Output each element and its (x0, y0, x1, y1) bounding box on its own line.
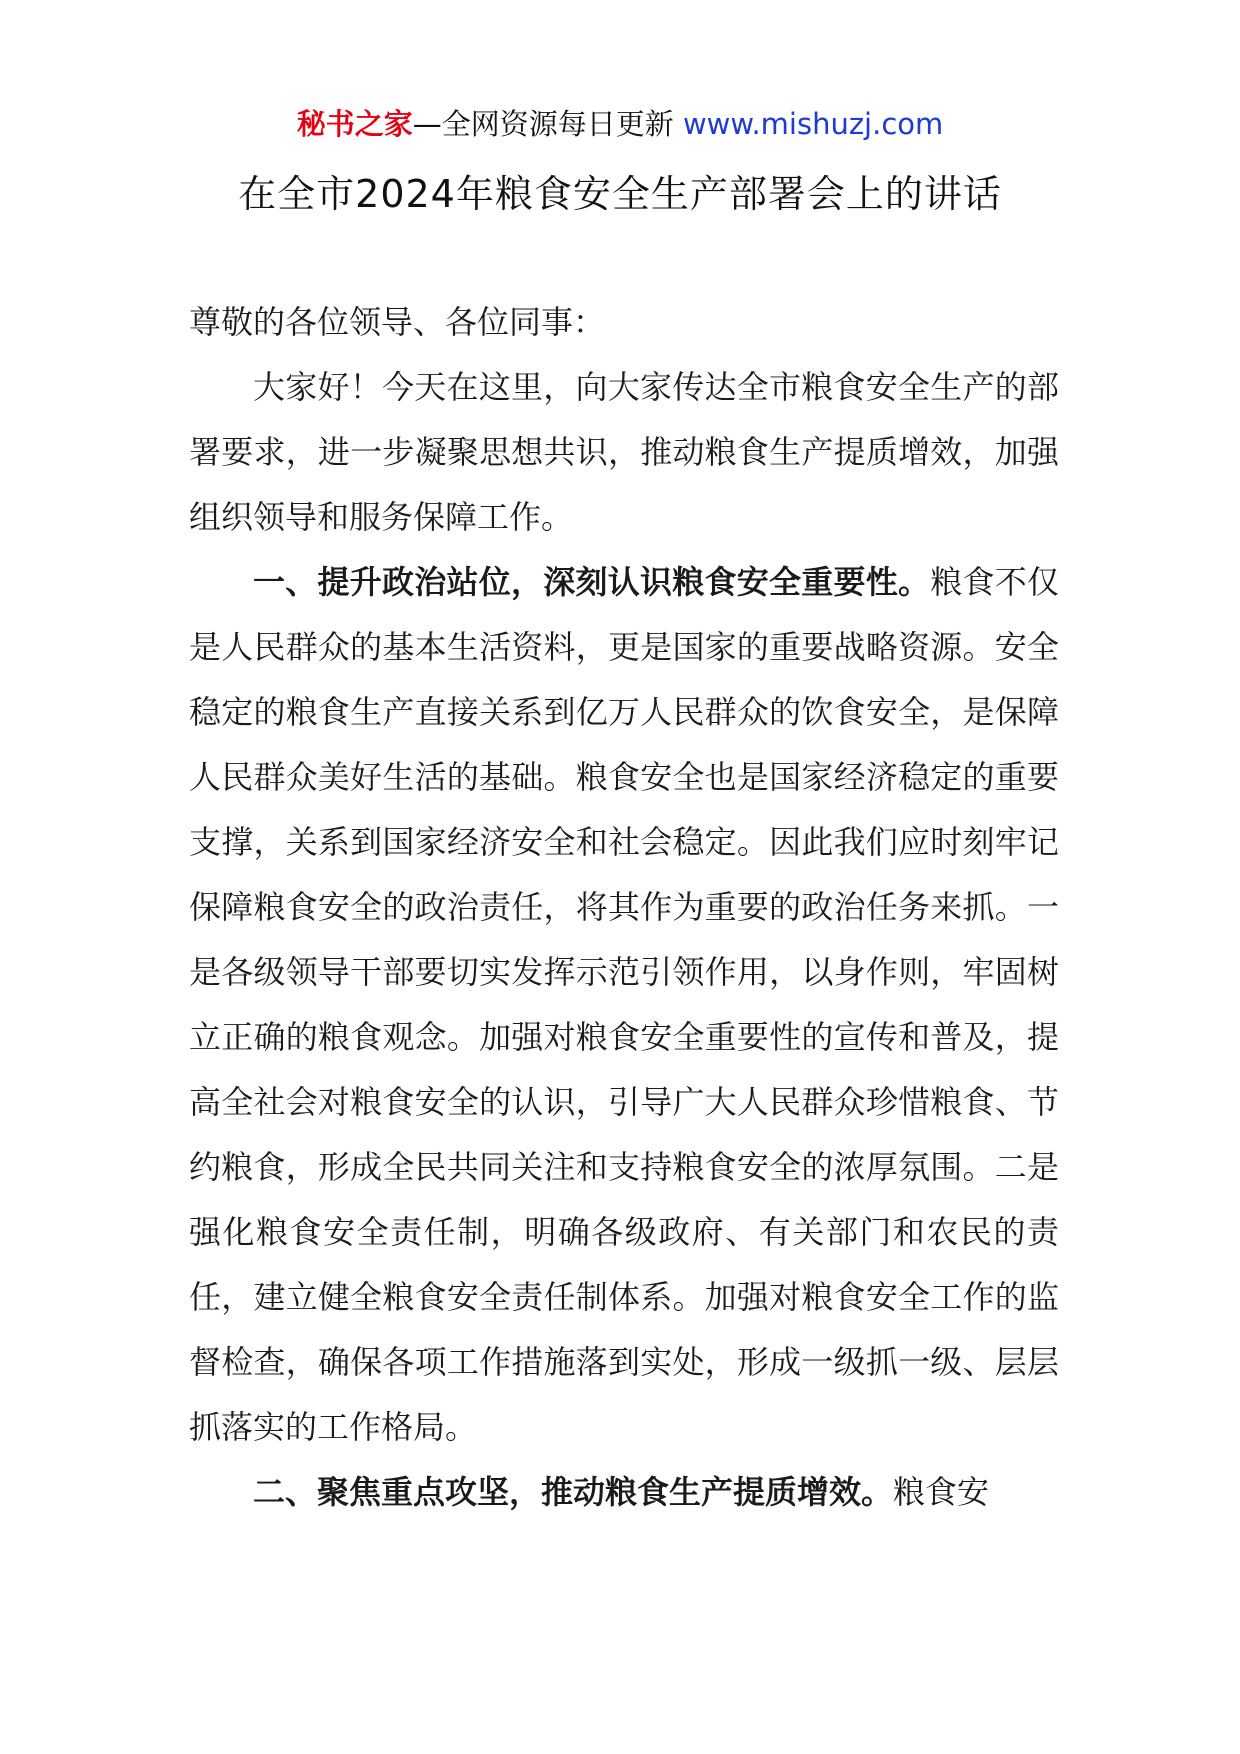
document-body (189, 290, 1059, 1525)
paragraph-intro (189, 355, 1059, 550)
site-url[interactable]: www.mishuzj.com (682, 107, 944, 141)
banner-slogan: —全网资源每日更新 (412, 107, 683, 141)
salutation: 尊敬的各位领导、各位同事： (189, 303, 606, 341)
brand-name: 秘书之家 (296, 107, 413, 141)
paragraph-text: 大家好！今天在这里，向大家传达全市粮食安全生产的部署要求，进一步凝聚思想共识，推动粮食生产提质增效，加强组织领导和服务保障工作。 (189, 368, 1059, 536)
paragraph-section-2 (189, 1460, 1059, 1525)
section-heading: 一、提升政治站位，深刻认识粮食安全重要性。 (253, 563, 931, 601)
paragraph-text: 粮食不仅是人民群众的基本生活资料，更是国家的重要战略资源。安全稳定的粮食生产直接关系到亿万人民群众的饮食安全，是保障人民群众美好生活的基础。粮食安全也是国家经济稳定的重要支撑，关系到国家经济安全和社会稳定。因此我们应时刻牢记保障粮食安全的政治责任，将其作为重要的政治任务来抓。一是各级领导干部要切实发挥示范引领作用，以身作则，牢固树立正确的粮食观念。加强对粮食安全重要性的宣传和普及，提高全社会对粮食安全的认识，引导广大人民群众珍惜粮食、节约粮食，形成全民共同关注和支持粮食安全的浓厚氛围。二是强化粮食安全责任制，明确各级政府、有关部门和农民的责任，建立健全粮食安全责任制体系。加强对粮食安全工作的监督检查，确保各项工作措施落到实处，形成一级抓一级、层层抓落实的工作格局。 (189, 563, 1059, 1446)
document-title: 在全市2024年粮食安全生产部署会上的讲话 (238, 172, 1002, 216)
paragraph-section-1 (189, 550, 1059, 1460)
section-heading: 二、聚焦重点攻坚，推动粮食生产提质增效。 (253, 1473, 894, 1511)
paragraph-text: 粮食安 (893, 1473, 990, 1511)
site-banner (0, 104, 1240, 144)
